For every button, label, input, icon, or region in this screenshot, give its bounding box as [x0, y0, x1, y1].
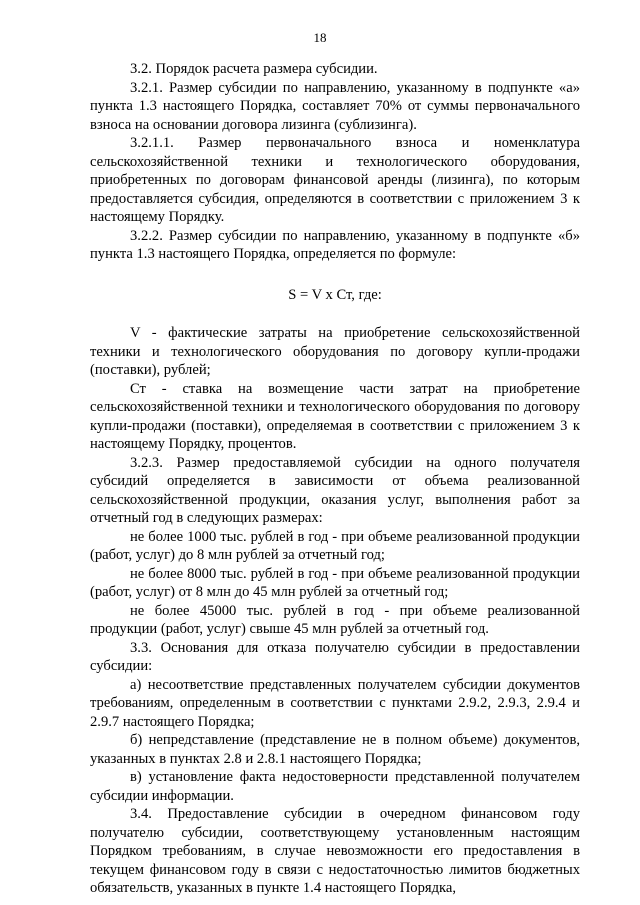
refusal-reason-a: а) несоответствие представленных получателем субсидии документов требованиям, определенным в соответствии с пунктами 2.9.2, 2.9.3, 2.9.4 и 2.9.7 настоящего Порядка; [90, 676, 580, 730]
page-number: 18 [313, 30, 327, 45]
refusal-reason-v: в) установление факта недостоверности представленной получателем субсидии информации. [90, 769, 580, 804]
definition-v: V - фактические затраты на приобретение сельскохозяйственной техники и технологического оборудования по договору купли-продажи (поставки), рублей; [90, 325, 580, 378]
subsidy-formula: S = V x Ст, где: [288, 286, 382, 303]
definition-st: Ст - ставка на возмещение части затрат на приобретение сельскохозяйственной техники и технологического оборудования по договору купли-продажи (поставки), определяемая в соответствии с приложением 3 к настоящему Порядку, процентов. [90, 380, 580, 452]
tier-1000: не более 1000 тыс. рублей в год - при объеме реализованной продукции (работ, услуг) до 8 млн рублей за отчетный год; [90, 528, 580, 563]
paragraph-3-2-1: 3.2.1. Размер субсидии по направлению, указанному в подпункте «а» пункта 1.3 настоящего Порядка, составляет 70% от суммы первоначального взноса на основании договора лизинга (сублизинга). [90, 79, 580, 133]
paragraph-3-2-3: 3.2.3. Размер предоставляемой субсидии на одного получателя субсидий определяется в зависимости от объема реализованной сельскохозяйственной продукции, оказания услуг, выполнения работ за отчетный год в следующих размерах: [90, 454, 580, 526]
refusal-reason-b: б) непредставление (представление не в полном объеме) документов, указанных в пунктах 2.8 и 2.8.1 настоящего Порядка; [90, 732, 580, 767]
document-body [90, 60, 580, 898]
paragraph-3-2-1-1: 3.2.1.1. Размер первоначального взноса и номенклатура сельскохозяйственной техники и технологического оборудования, приобретенных по договорам финансовой аренды (лизинга), по которым предоставляется субсидия, определяются в соответствии с приложением 3 к настоящему Порядку. [90, 135, 580, 225]
tier-45000: не более 45000 тыс. рублей в год - при объеме реализованной продукции (работ, услуг) свыше 45 млн рублей за отчетный год. [90, 602, 580, 637]
paragraph-3-2-2: 3.2.2. Размер субсидии по направлению, указанному в подпункте «б» пункта 1.3 настоящего Порядка, определяется по формуле: [90, 227, 580, 262]
section-3-3-heading: 3.3. Основания для отказа получателю субсидии в предоставлении субсидии: [90, 639, 580, 674]
section-3-2-heading: 3.2. Порядок расчета размера субсидии. [130, 61, 378, 77]
tier-8000: не более 8000 тыс. рублей в год - при объеме реализованной продукции (работ, услуг) от 8 млн до 45 млн рублей за отчетный год; [90, 565, 580, 600]
paragraph-3-4: 3.4. Предоставление субсидии в очередном финансовом году получателю субсидии, соответствующему установленным настоящим Порядком требованиям, в случае невозможности его предоставления в текущем финансовом году в связи с недостаточностью лимитов бюджетных обязательств, указанных в пункте 1.4 настоящего Порядка, [90, 806, 580, 896]
